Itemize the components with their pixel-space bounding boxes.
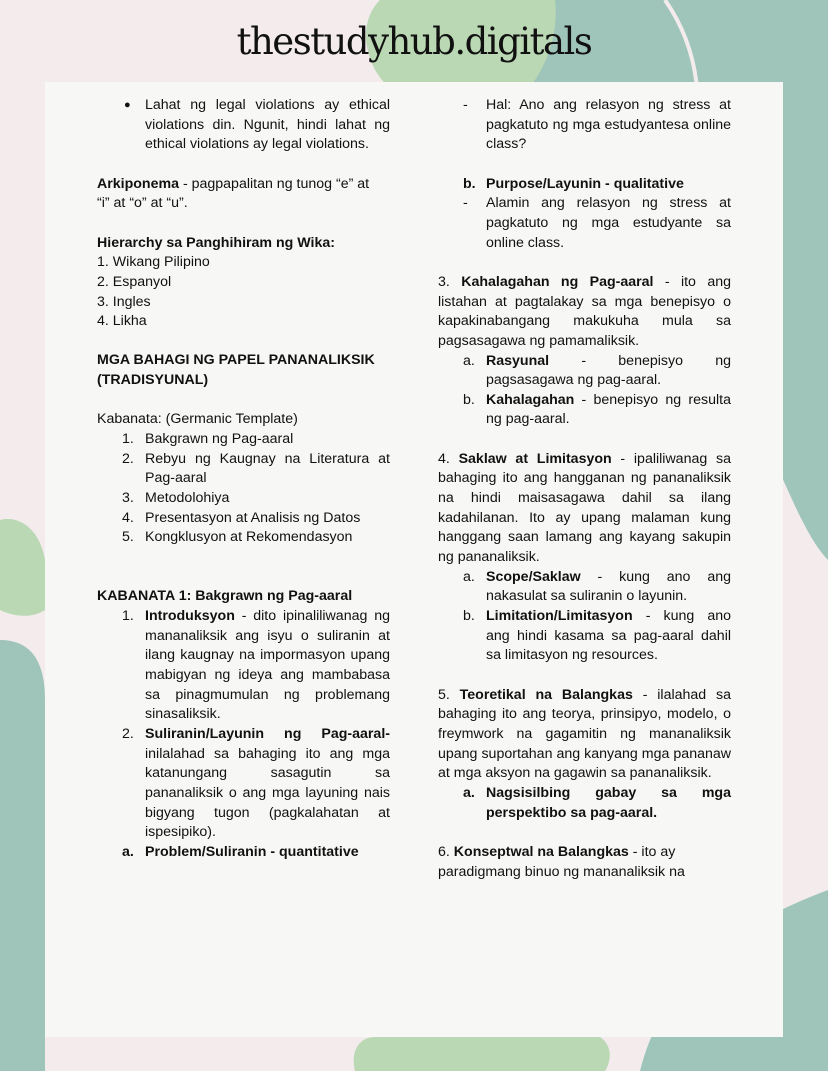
list-item: 4. Presentasyon at Analisis ng Datos (122, 509, 361, 526)
left-column (97, 96, 390, 863)
list-item: ● Lahat ng legal violations ay ethical violations din. Ngunit, hindi lahat ng ethical violations ay legal violations. (124, 97, 390, 153)
list-item: b. Limitation/Limitasyon - kung ano ang hindi kasama sa pag-aaral dahil sa limitasyon ng resources. (463, 608, 731, 664)
right-column (438, 96, 731, 882)
section-heading: KABANATA 1: Bakgrawn ng Pag-aaral (97, 588, 353, 605)
section-kahalagahan: 3. Kahalagahan ng Pag-aaral - ito ang listahan at pagtalakay sa mga benepisyo o kapakinabangang makukuha mula sa pagsasagawa ng pamamaliksik. (438, 273, 731, 349)
list-item: - Hal: Ano ang relasyon ng stress at pagkatuto ng mga estudyantesa online class? (463, 97, 731, 153)
list-item: 2. Espanyol (97, 273, 172, 290)
list-item: - Alamin ang relasyon ng stress at pagkatuto ng mga estudyante sa online class. (463, 195, 731, 251)
arkiponema-definition: Arkiponema - pagpapalitan ng tunog “e” at “i” at “o” at “u”. (97, 175, 370, 212)
section-konseptwal: 6. Konseptwal na Balangkas - ito ay paradigmang binuo ng mananaliksik na (438, 843, 685, 880)
list-item: b. Kahalagahan - benepisyo ng resulta ng pag-aaral. (463, 391, 731, 428)
section-saklaw: 4. Saklaw at Limitasyon - ipaliliwanag sa bahaging ito ang hangganan ng pananaliksik na hindi maisasagawa dahil sa ilang kadahilanan. Ito ay upang malaman kung hanggang saan lamang ang kayang sakupin ng pananaliksik. (438, 450, 731, 566)
section-heading: MGA BAHAGI NG PAPEL PANANALIKSIK (TRADISYUNAL) (97, 352, 375, 389)
list-item: 1. Bakgrawn ng Pag-aaral (122, 431, 294, 448)
list-item: a. Problem/Suliranin - quantitative (122, 843, 359, 860)
bullet-icon: ● (124, 99, 131, 111)
hierarchy-title: Hierarchy sa Panghihiram ng Wika: (97, 234, 335, 251)
list-item: a. Rasyunal - benepisyo ng pagsasagawa ng pag-aaral. (463, 352, 731, 389)
kabanata-label: Kabanata: (Germanic Template) (97, 411, 298, 428)
list-item: 3. Ingles (97, 293, 151, 310)
list-item: 5. Kongklusyon at Rekomendasyon (122, 529, 353, 546)
list-item: b. Purpose/Layunin - qualitative (463, 175, 684, 192)
green-blob-left (0, 519, 45, 616)
list-item: 2. Suliranin/Layunin ng Pag-aaral- inilalahad sa bahaging ito ang mga katanungang sasagutin sa pananaliksik o ang mga layuning nais bigyang tugon (pagkalahatan at ispesipiko). (122, 725, 390, 841)
list-item: 1. Introduksyon - dito ipinaliliwanag ng mananaliksik ang isyu o suliranin at ilang kaugnay na impormasyon upang mabigyan ng ideya ang mambabasa sa pinagmumulan ng problemang sinasaliksik. (122, 607, 390, 723)
brand-logo: thestudyhub.digitals (236, 20, 592, 63)
list-item: 4. Likha (97, 313, 147, 330)
list-item: 2. Rebyu ng Kaugnay na Literatura at Pag-aaral (122, 450, 390, 487)
list-item: 3. Metodolohiya (122, 490, 230, 507)
section-teoretikal: 5. Teoretikal na Balangkas - ilalahad sa bahaging ito ang teorya, prinsipyo, modelo, o freymwork na gagamitin ng mananaliksik upang suportahan ang kanyang mga pananaw at mga aksyon na gagawin sa pananaliksik. (438, 686, 731, 782)
list-item: a. Scope/Saklaw - kung ano ang nakasulat sa suliranin o layunin. (463, 568, 731, 605)
list-item: a. Nagsisilbing gabay sa mga perspektibo sa pag-aaral. (463, 784, 731, 821)
teal-blob-left (0, 640, 45, 1071)
green-blob-bottom (354, 1037, 610, 1071)
list-item: 1. Wikang Pilipino (97, 254, 210, 271)
